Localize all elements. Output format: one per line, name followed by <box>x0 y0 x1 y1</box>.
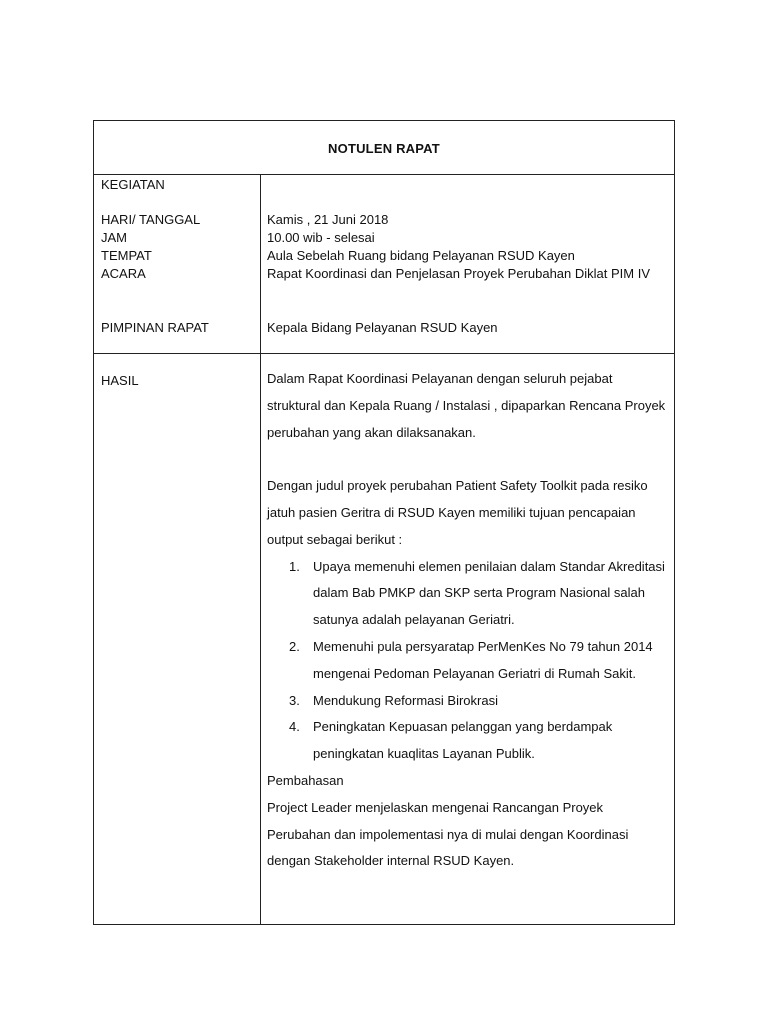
list-item <box>267 554 667 634</box>
list-item <box>267 688 667 715</box>
acara-value: Rapat Koordinasi dan Penjelasan Proyek Perubahan Diklat PIM IV <box>267 266 650 281</box>
list-number: 1. <box>289 558 300 574</box>
list-item-text: Mendukung Reformasi Birokrasi <box>313 692 498 708</box>
paragraph-spacer <box>267 446 667 473</box>
acara-label: ACARA <box>101 266 146 281</box>
pembahasan-text: Project Leader menjelaskan mengenai Rancangan Proyek Perubahan dan impolementasi nya di mulai dengan Koordinasi dengan Stakeholder internal RSUD Kayen. <box>267 799 629 869</box>
hasil-content <box>267 366 667 875</box>
list-item-text: Peningkatan Kepuasan pelanggan yang berdampak peningkatan kuaqlitas Layanan Publik. <box>313 719 613 762</box>
list-item-text: Memenuhi pula persyaratap PerMenKes No 79 tahun 2014 mengenai Pedoman Pelayanan Geriatri di Rumah Sakit. <box>313 638 653 681</box>
list-number: 4. <box>289 719 300 735</box>
title-row <box>94 121 674 175</box>
list-item <box>267 714 667 768</box>
list-number: 2. <box>289 638 300 654</box>
tempat-label: TEMPAT <box>101 248 152 263</box>
list-item <box>267 634 667 688</box>
hasil-paragraph-1: Dalam Rapat Koordinasi Pelayanan dengan seluruh pejabat struktural dan Kepala Ruang / Instalasi , dipaparkan Rencana Proyek perubahan yang akan dilaksanakan. <box>267 371 666 440</box>
pimpinan-rapat-value: Kepala Bidang Pelayanan RSUD Kayen <box>267 320 498 335</box>
minutes-table <box>93 120 675 925</box>
hasil-label: HASIL <box>101 373 139 388</box>
column-divider <box>260 175 261 924</box>
hari-tanggal-label: HARI/ TANGGAL <box>101 212 201 227</box>
jam-label: JAM <box>101 230 127 245</box>
row-divider <box>94 353 674 354</box>
jam-value: 10.00 wib - selesai <box>267 230 375 245</box>
hari-tanggal-value: Kamis , 21 Juni 2018 <box>267 212 389 227</box>
output-goals-list <box>267 554 667 768</box>
kegiatan-label: KEGIATAN <box>101 177 165 192</box>
hasil-paragraph-2: Dengan judul proyek perubahan Patient Safety Toolkit pada resiko jatuh pasien Geritra di RSUD Kayen memiliki tujuan pencapaian output sebagai berikut : <box>267 478 648 547</box>
list-number: 3. <box>289 692 300 708</box>
pimpinan-rapat-label: PIMPINAN RAPAT <box>101 320 209 335</box>
document-title: NOTULEN RAPAT <box>328 141 440 156</box>
list-item-text: Upaya memenuhi elemen penilaian dalam Standar Akreditasi dalam Bab PMKP dan SKP serta Program Nasional salah satunya adalah pelayanan Geriatri. <box>313 558 665 628</box>
tempat-value: Aula Sebelah Ruang bidang Pelayanan RSUD Kayen <box>267 248 575 263</box>
pembahasan-heading: Pembahasan <box>267 772 344 788</box>
